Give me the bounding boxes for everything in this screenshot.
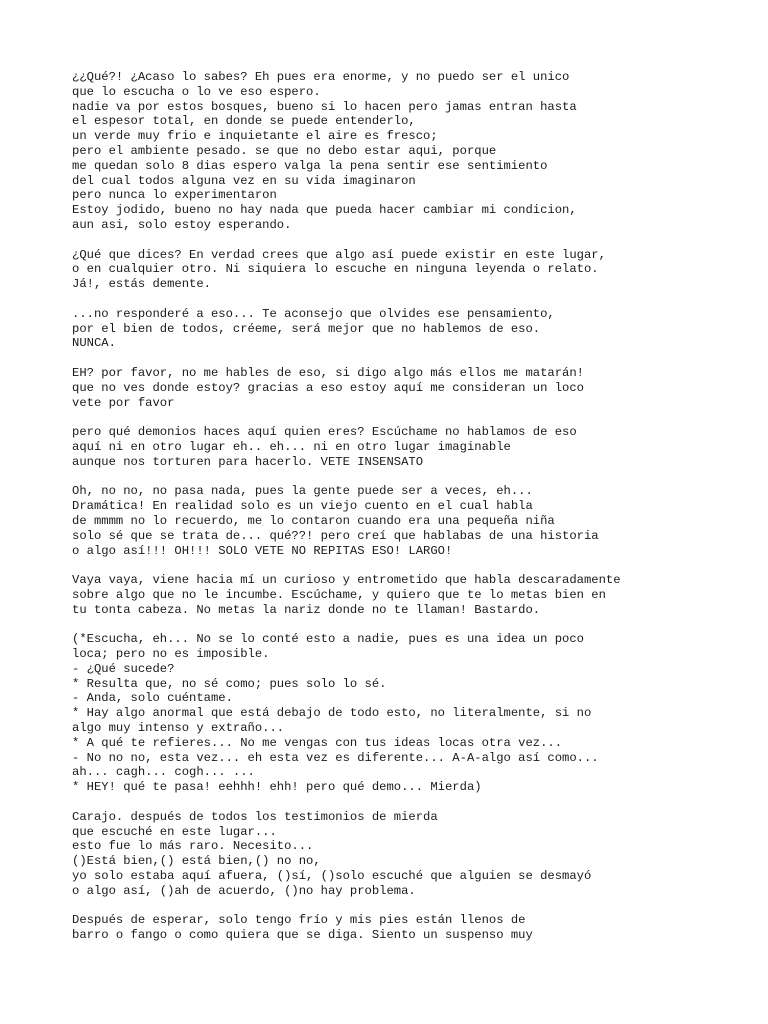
text-line: o algo así!!! OH!!! SOLO VETE NO REPITAS ESO! LARGO! <box>72 543 453 558</box>
paragraph-3 <box>72 307 752 351</box>
paragraph-6 <box>72 484 752 558</box>
text-line: Carajo. después de todos los testimonios de mierda <box>72 809 438 824</box>
paragraph-4 <box>72 366 752 410</box>
text-line: * HEY! qué te pasa! eehhh! ehh! pero qué demo... Mierda) <box>72 780 482 795</box>
text-line: ...no responderé a eso... Te aconsejo que olvides ese pensamiento, <box>72 306 555 321</box>
text-line: ¿Qué que dices? En verdad crees que algo así puede existir en este lugar, <box>72 247 606 262</box>
paragraph-1 <box>72 70 752 233</box>
text-line: un verde muy frio e inquietante el aire es fresco; <box>72 129 438 144</box>
text-line: el espesor total, en donde se puede entenderlo, <box>72 114 416 129</box>
text-line: ¿¿Qué?! ¿Acaso lo sabes? Eh pues era enorme, y no puedo ser el unico <box>72 70 570 84</box>
text-line: algo muy intenso y extraño... <box>72 721 285 736</box>
text-line: pero el ambiente pesado. se que no debo estar aqui, porque <box>72 143 497 158</box>
text-line: pero nunca lo experimentaron <box>72 188 277 203</box>
text-line: EH? por favor, no me hables de eso, si digo algo más ellos me matarán! <box>72 365 584 380</box>
text-line: tu tonta cabeza. No metas la nariz donde no te llaman! Bastardo. <box>72 602 541 617</box>
text-line: pero qué demonios haces aquí quien eres? Escúchame no hablamos de eso <box>72 425 577 440</box>
text-line: del cual todos alguna vez en su vida imaginaron <box>72 173 416 188</box>
paragraph-8 <box>72 632 752 795</box>
document-page <box>72 70 752 958</box>
text-line: esto fue lo más raro. Necesito... <box>72 839 314 854</box>
text-line: aun asi, solo estoy esperando. <box>72 217 292 232</box>
text-line: sobre algo que no le incumbe. Escúchame, y quiero que te lo metas bien en <box>72 587 606 602</box>
text-line: solo sé que se trata de... qué??! pero creí que hablabas de una historia <box>72 528 599 543</box>
text-line: que escuché en este lugar... <box>72 824 277 839</box>
text-line: me quedan solo 8 dias espero valga la pena sentir ese sentimiento <box>72 158 548 173</box>
text-line: ()Está bien,() está bien,() no no, <box>72 854 321 869</box>
text-line: aunque nos torturen para hacerlo. VETE INSENSATO <box>72 454 424 469</box>
paragraph-10 <box>72 913 752 943</box>
text-line: que lo escucha o lo ve eso espero. <box>72 84 321 99</box>
text-line: * A qué te refieres... No me vengas con tus ideas locas otra vez... <box>72 735 563 750</box>
text-line: Já!, estás demente. <box>72 277 211 292</box>
text-line: Estoy jodido, bueno no hay nada que pueda hacer cambiar mi condicion, <box>72 203 577 218</box>
text-line: ah... cagh... cogh... ... <box>72 765 255 780</box>
paragraph-9 <box>72 810 752 899</box>
text-line: yo solo estaba aquí afuera, ()sí, ()solo escuché que alguien se desmayó <box>72 869 592 884</box>
text-line: o algo así, ()ah de acuerdo, ()no hay problema. <box>72 883 416 898</box>
text-line: barro o fango o como quiera que se diga. Siento un suspenso muy <box>72 928 533 943</box>
text-line: Después de esperar, solo tengo frío y mis pies están llenos de <box>72 913 526 928</box>
text-line: - ¿Qué sucede? <box>72 661 175 676</box>
text-line: aquí ni en otro lugar eh.. eh... ni en otro lugar imaginable <box>72 439 511 454</box>
text-line: de mmmm no lo recuerdo, me lo contaron cuando era una pequeña niña <box>72 513 555 528</box>
text-line: que no ves donde estoy? gracias a eso estoy aquí me consideran un loco <box>72 380 584 395</box>
text-line: * Resulta que, no sé como; pues solo lo sé. <box>72 676 387 691</box>
text-line: vete por favor <box>72 395 175 410</box>
text-line: - No no no, esta vez... eh esta vez es diferente... A-A-algo así como... <box>72 750 599 765</box>
text-line: (*Escucha, eh... No se lo conté esto a nadie, pues es una idea un poco <box>72 632 584 647</box>
text-line: Oh, no no, no pasa nada, pues la gente puede ser a veces, eh... <box>72 484 533 499</box>
text-line: Dramática! En realidad solo es un viejo cuento en el cual habla <box>72 499 533 514</box>
paragraph-5 <box>72 425 752 469</box>
text-line: NUNCA. <box>72 336 116 351</box>
paragraph-7 <box>72 573 752 617</box>
text-line: Vaya vaya, viene hacia mí un curioso y entrometido que habla descaradamente <box>72 573 621 588</box>
paragraph-2 <box>72 248 752 292</box>
text-line: o en cualquier otro. Ni siquiera lo escuche en ninguna leyenda o relato. <box>72 262 599 277</box>
text-line: por el bien de todos, créeme, será mejor que no hablemos de eso. <box>72 321 541 336</box>
text-line: loca; pero no es imposible. <box>72 647 270 662</box>
text-line: - Anda, solo cuéntame. <box>72 691 233 706</box>
text-line: nadie va por estos bosques, bueno si lo hacen pero jamas entran hasta <box>72 99 577 114</box>
text-line: * Hay algo anormal que está debajo de todo esto, no literalmente, si no <box>72 706 592 721</box>
